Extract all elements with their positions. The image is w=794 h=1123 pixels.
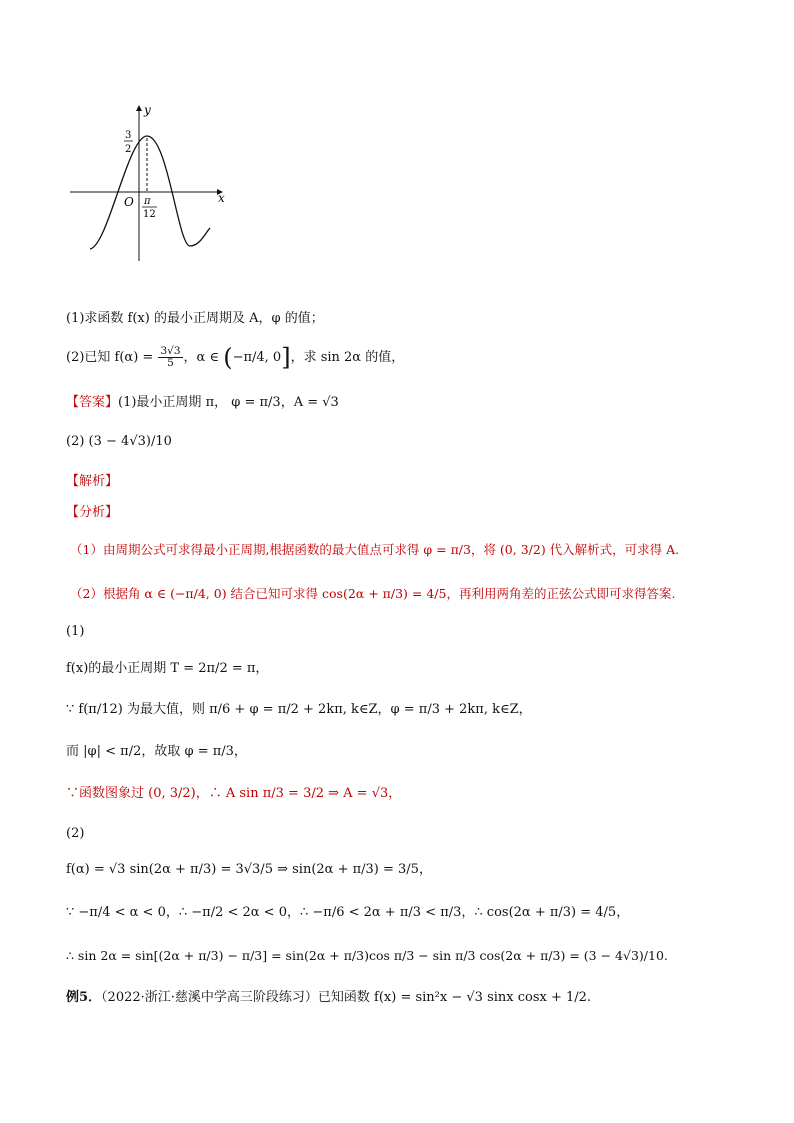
solution-line-6: ∵ −π/4 < α < 0，∴ −π/2 < 2α < 0，∴ −π/6 < 2α + π/3 < π/3，∴ cos(2α + π/3) = 4/5， <box>66 905 630 920</box>
origin-label: O <box>124 195 134 209</box>
answer-line-2: (2) (3 − 4√3)/10 <box>66 434 172 449</box>
solution-line-5: f(α) = √3 sin(2α + π/3) = 3√3/5 ⇒ sin(2α + π/3) = 3/5， <box>66 862 432 877</box>
pi-label: π <box>144 196 151 207</box>
jiexi-heading: 【解析】 <box>66 474 119 489</box>
example-5: 例5．（2022·浙江·慈溪中学高三阶段练习）已知函数 f(x) = sin²x − √3 sinx cosx + 1/2. <box>66 990 592 1005</box>
solution-line-4: ∵函数图象过 (0, 3/2)，∴ A sin π/3 = 3/2 ⇒ A = √3， <box>66 786 402 801</box>
solution-line-1: f(x)的最小正周期 T = 2π/2 = π， <box>66 661 269 676</box>
fenxi-heading: 【分析】 <box>66 505 119 520</box>
question-1: (1)求函数 f(x) 的最小正周期及 A，φ 的值； <box>66 311 324 326</box>
answer-line-1: 【答案】(1)最小正周期 π， φ = π/3，A = √3 <box>66 395 339 410</box>
question-2: (2)已知 f(α) = $\frac{3√3}{5}$ ，α ∈ (−π/4, 0]，求 sin 2α 的值， <box>66 343 405 372</box>
twelve-label: 12 <box>143 209 156 220</box>
y-label: y <box>144 103 151 117</box>
x-label: x <box>218 191 225 205</box>
solution-part-1: (1) <box>66 624 85 639</box>
max-num: 3 <box>125 130 132 141</box>
solution-line-7: ∴ sin 2α = sin[(2α + π/3) − π/3] = sin(2α + π/3)cos π/3 − sin π/3 cos(2α + π/3) = (3 − 4√3)/10. <box>66 948 668 963</box>
analysis-1: （1）由周期公式可求得最小正周期,根据函数的最大值点可求得 φ = π/3，将 (0, 3/2) 代入解析式，可求得 A. <box>70 542 680 557</box>
solution-line-2: ∵ f(π/12) 为最大值，则 π/6 + φ = π/2 + 2kπ, k∈Z，φ = π/3 + 2kπ, k∈Z， <box>66 702 532 717</box>
analysis-2: （2）根据角 α ∈ (−π/4, 0) 结合已知可求得 cos(2α + π/3) = 4/5，再利用两角差的正弦公式即可求得答案. <box>70 586 676 601</box>
function-graph <box>60 96 240 271</box>
solution-line-3: 而 |φ| < π/2，故取 φ = π/3， <box>66 744 247 759</box>
solution-part-2: (2) <box>66 826 85 841</box>
max-den: 2 <box>125 144 132 155</box>
